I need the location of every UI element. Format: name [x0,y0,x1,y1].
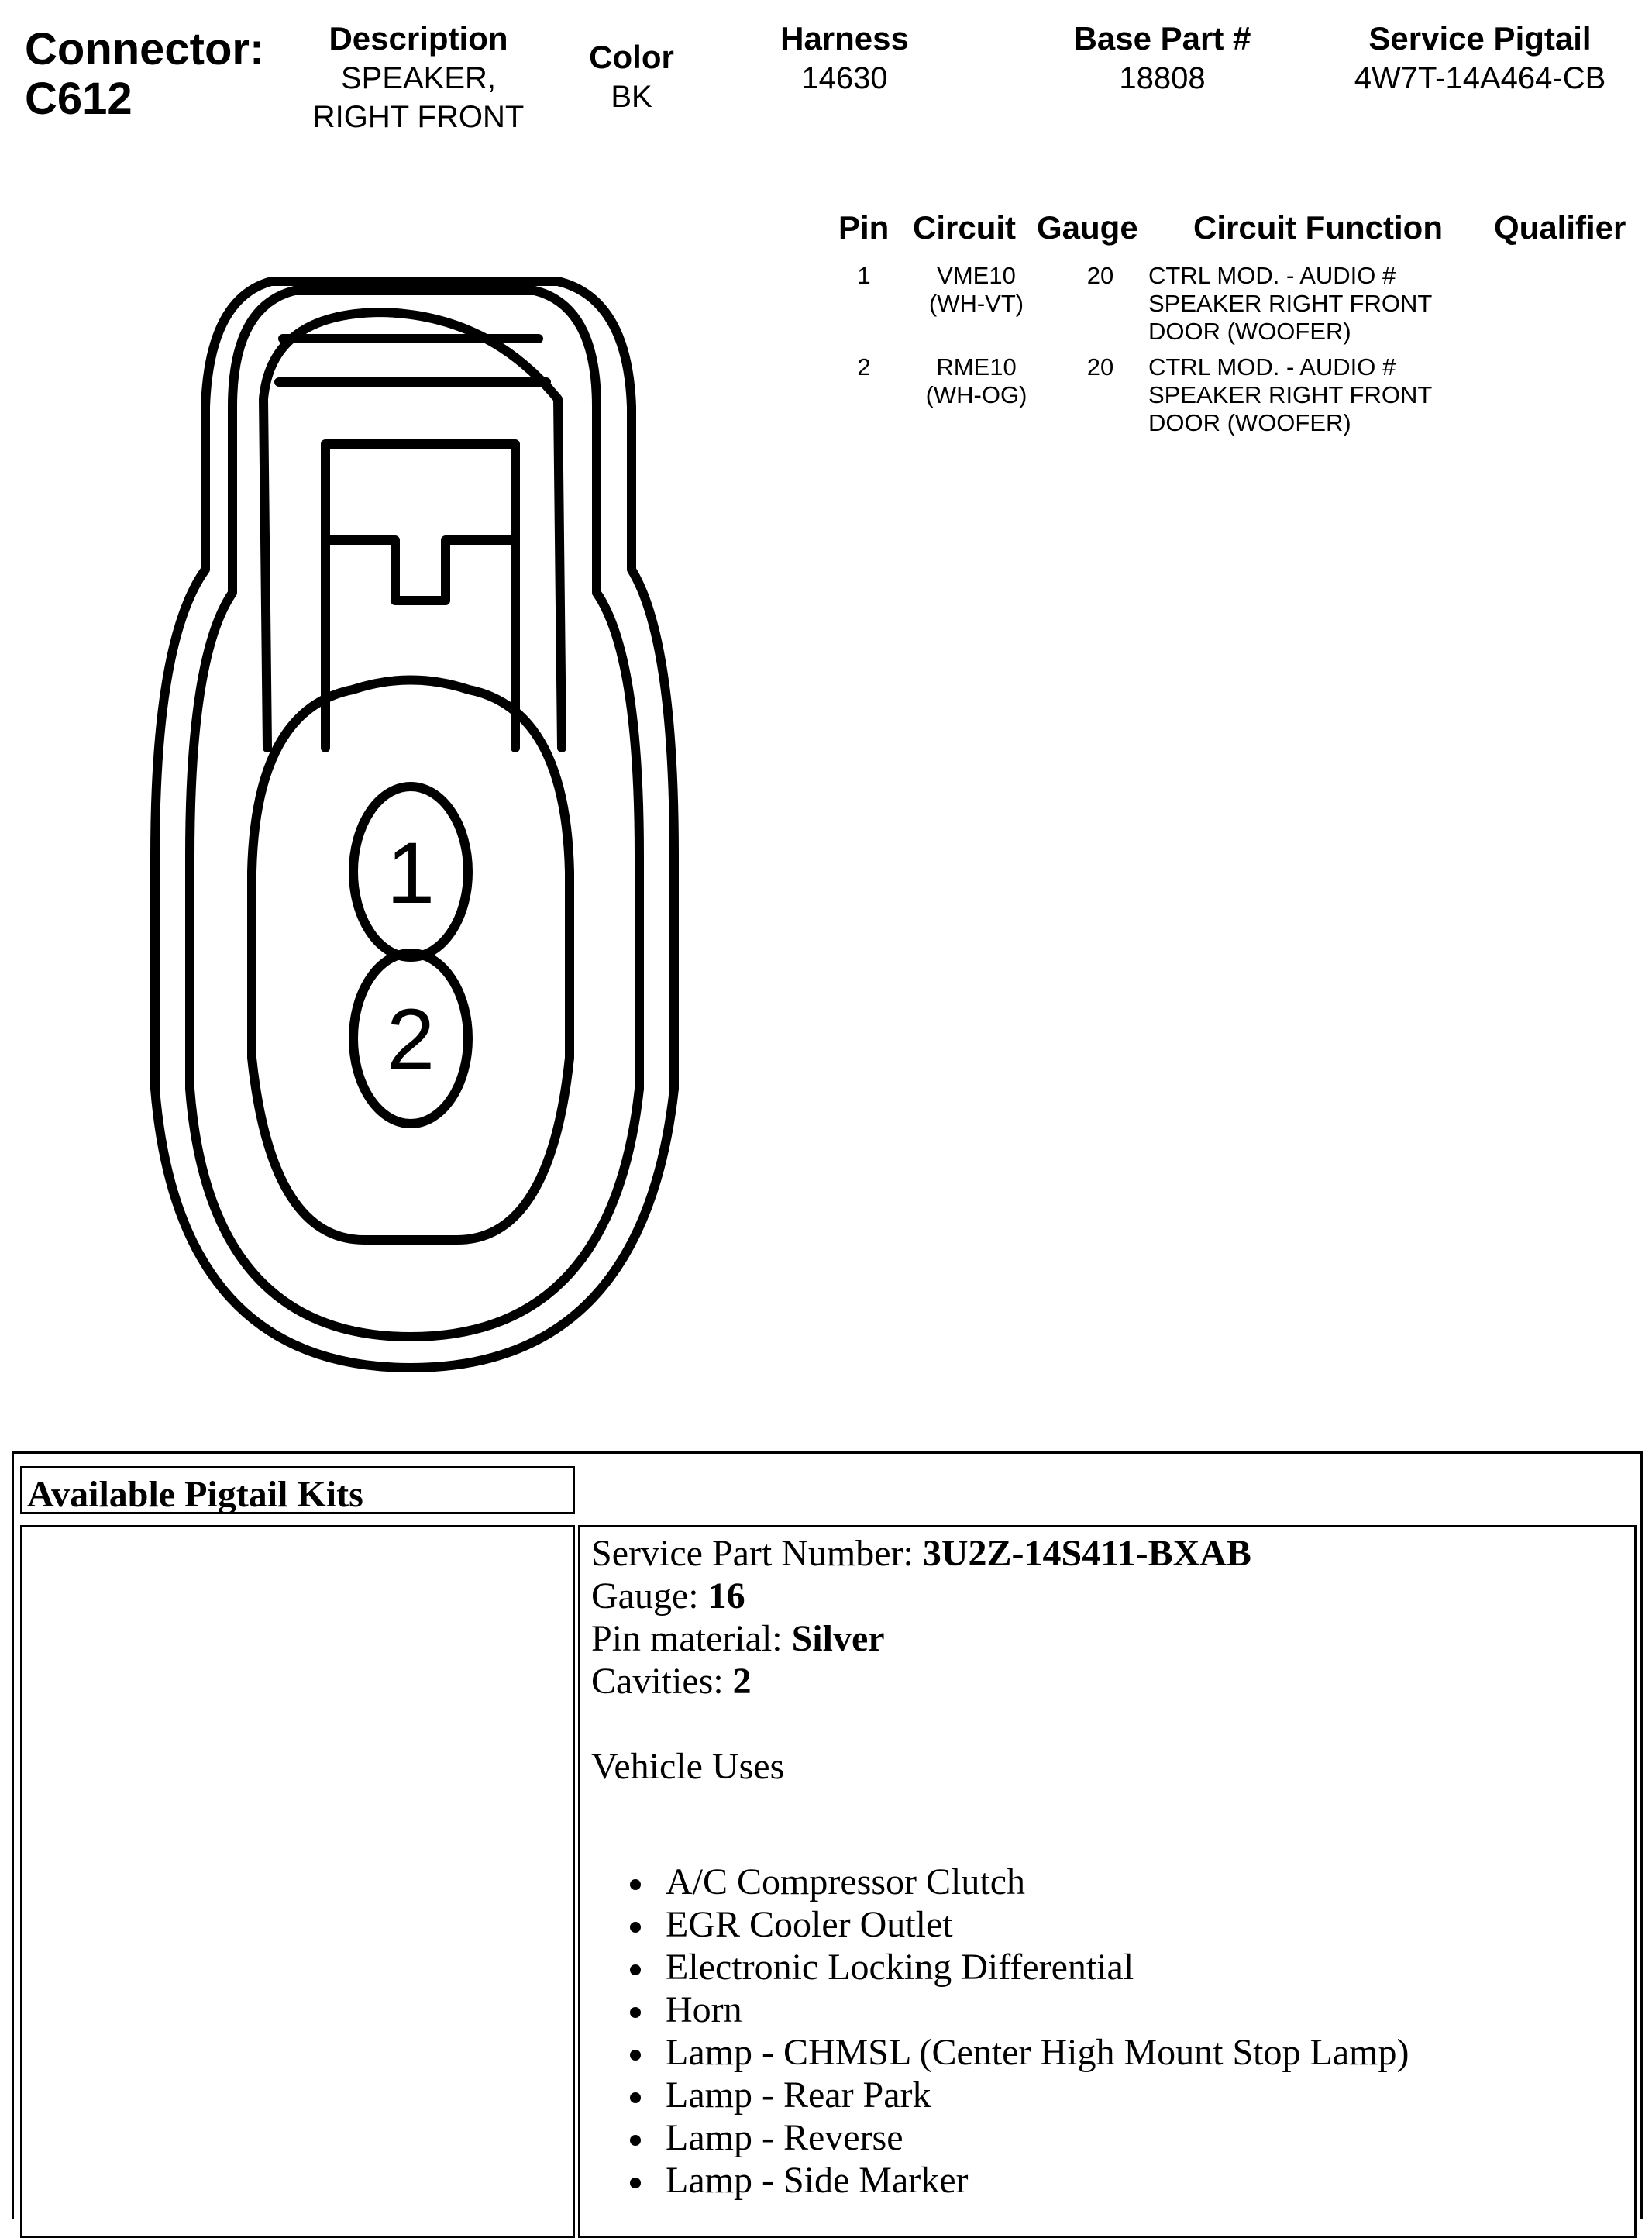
list-item [666,2031,1409,2074]
vehicle-uses-list [666,1861,1409,2202]
description-header: Description [329,20,508,57]
connector-heading [25,25,264,124]
circuit-function-line: DOOR (WOOFER) [1148,409,1351,436]
bullet-icon [630,1922,641,1933]
list-item [666,2159,1409,2202]
bullet-icon [630,2007,641,2018]
pin-material-label: Pin material: [591,1618,792,1659]
pin-1-label: 1 [386,825,435,921]
bullet-icon [630,2135,641,2146]
circuit-code: VME10 [937,262,1016,289]
gauge-header: Gauge [1037,209,1138,246]
circuit-header: Circuit [913,209,1017,246]
kit-gauge [591,1575,745,1618]
circuit-code: RME10 [936,353,1017,380]
service-pigtail-value: 4W7T-14A464-CB [1354,61,1606,95]
circuit-function-line: SPEAKER RIGHT FRONT [1148,381,1433,408]
bullet-icon [630,2092,641,2103]
vehicle-uses-heading: Vehicle Uses [591,1746,785,1787]
list-item-text: Electronic Locking Differential [666,1947,1134,1988]
bullet-icon [630,1964,641,1975]
latch-window-inner [325,540,515,601]
description-value: SPEAKER, RIGHT FRONT [312,61,525,134]
list-item-text: Horn [666,1989,742,2030]
list-item-text: Lamp - CHMSL (Center High Mount Stop Lamp) [666,2032,1409,2073]
bullet-icon [630,2050,641,2061]
harness-column [744,19,945,98]
service-part-number [591,1532,1251,1575]
qualifier-header: Qualifier [1494,209,1626,246]
pin-material [591,1617,885,1661]
kit-gauge-value: 16 [707,1575,745,1617]
list-item [666,1903,1409,1946]
circuit-color: (WH-OG) [925,381,1027,408]
gauge-value: 20 [1086,262,1114,289]
bullet-icon [630,2178,641,2188]
cavities [591,1660,752,1703]
cavities-label: Cavities: [591,1661,733,1702]
pin-number: 1 [857,262,871,289]
bullet-icon [630,1879,641,1890]
cavities-value: 2 [732,1661,752,1702]
pigtail-kits-title: Available Pigtail Kits [27,1474,363,1515]
list-item-text: EGR Cooler Outlet [666,1904,953,1945]
connector-label: Connector: [25,24,265,74]
connector-face-diagram [147,267,690,1383]
list-item [666,1988,1409,2031]
pin-2-label: 2 [386,991,435,1088]
harness-value: 14630 [801,61,888,95]
pin-number: 2 [857,353,871,380]
list-item [666,2074,1409,2116]
kit-gauge-label: Gauge: [591,1575,708,1617]
list-item-text: Lamp - Rear Park [666,2074,931,2116]
base-part-header: Base Part # [1073,20,1251,57]
description-column [279,19,558,136]
color-header: Color [589,39,674,75]
circuit-color: (WH-VT) [928,290,1024,317]
pigtail-kit-image-cell [20,1525,575,2238]
list-item [666,1946,1409,1988]
service-part-value: 3U2Z-14S411-BXAB [922,1533,1251,1574]
list-item-text: Lamp - Side Marker [666,2160,969,2201]
harness-header: Harness [780,20,909,57]
list-item-text: Lamp - Reverse [666,2117,903,2158]
base-part-column [1038,19,1286,98]
list-item [666,1861,1409,1903]
pigtail-kit-details-cell [578,1525,1637,2238]
circuit-function-line: CTRL MOD. - AUDIO # [1148,262,1396,289]
circuit-function-header: Circuit Function [1193,209,1443,246]
circuit-function-line: CTRL MOD. - AUDIO # [1148,353,1396,380]
gauge-value: 20 [1086,353,1114,380]
service-pigtail-column [1310,19,1650,98]
circuit-function-line: SPEAKER RIGHT FRONT [1148,290,1433,317]
pigtail-kits-table [12,1451,1643,2219]
service-pigtail-header: Service Pigtail [1368,20,1592,57]
pigtail-kits-title-cell [20,1466,575,1514]
service-part-label: Service Part Number: [591,1533,923,1574]
connector-id: C612 [25,74,133,124]
circuit-function-line: DOOR (WOOFER) [1148,318,1351,345]
latch-crossbar [279,339,546,382]
pin-header: Pin [838,209,890,246]
color-value: BK [611,80,652,114]
list-item-text: A/C Compressor Clutch [666,1861,1025,1902]
color-column [573,37,690,116]
base-part-value: 18808 [1119,61,1206,95]
pin-material-value: Silver [791,1618,885,1659]
list-item [666,2116,1409,2159]
